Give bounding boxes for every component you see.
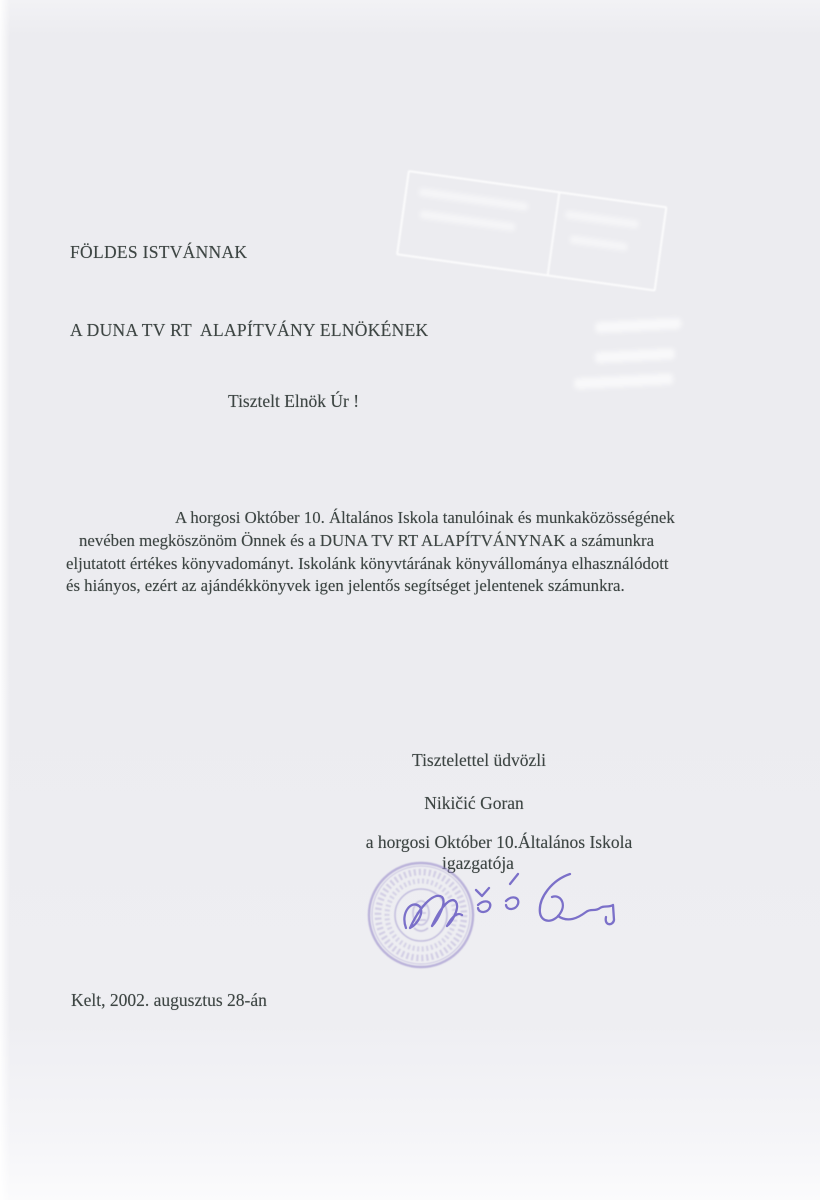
stamp-divider <box>546 193 559 274</box>
stamp-illegible-line <box>595 318 681 333</box>
body-line-4: és hiányos, ezért az ajándékkönyvek igen jelentős segítséget jelentenek számunkra. <box>66 576 625 595</box>
recipient-title: A DUNA TV RT ALAPÍTVÁNY ELNÖKÉNEK <box>70 320 429 340</box>
valediction: Tisztelettel üdvözli <box>412 750 546 770</box>
signatory-title-line-1: a horgosi Október 10.Általános Iskola <box>365 832 633 852</box>
body-line-2: nevében megköszönöm Önnek és a DUNA TV RT ALAPÍTVÁNYNAK a számunkra <box>79 531 655 550</box>
date-line: Kelt, 2002. augusztus 28-án <box>71 990 267 1010</box>
stamp-illegible-line <box>565 210 639 228</box>
stamp-illegible-line <box>419 210 515 231</box>
recipient-name: FÖLDES ISTVÁNNAK <box>70 242 248 262</box>
handwritten-signature <box>392 860 642 950</box>
faint-stamp-impression <box>568 314 712 401</box>
stamp-illegible-line <box>574 373 673 389</box>
salutation: Tisztelt Elnök Úr ! <box>228 391 360 411</box>
signatory-name: Nikičić Goran <box>424 793 524 813</box>
stamp-illegible-line <box>595 348 675 363</box>
body-line-3: eljutatott értékes könyvadományt. Iskolánk könyvtárának könyvállománya elhasználódott <box>66 554 669 573</box>
stamp-illegible-line <box>419 188 529 211</box>
stamp-illegible-line <box>569 235 628 251</box>
recipient-block <box>70 187 429 395</box>
stamp-center-emblem <box>413 901 429 931</box>
body-line-1: A horgosi Október 10. Általános Iskola tanulóinak és munkaközösségének <box>175 508 675 527</box>
signatory-title-line-2: igazgatója <box>442 853 514 873</box>
scan-edge-highlight <box>0 0 10 1200</box>
faint-rectangular-stamp <box>396 170 667 292</box>
